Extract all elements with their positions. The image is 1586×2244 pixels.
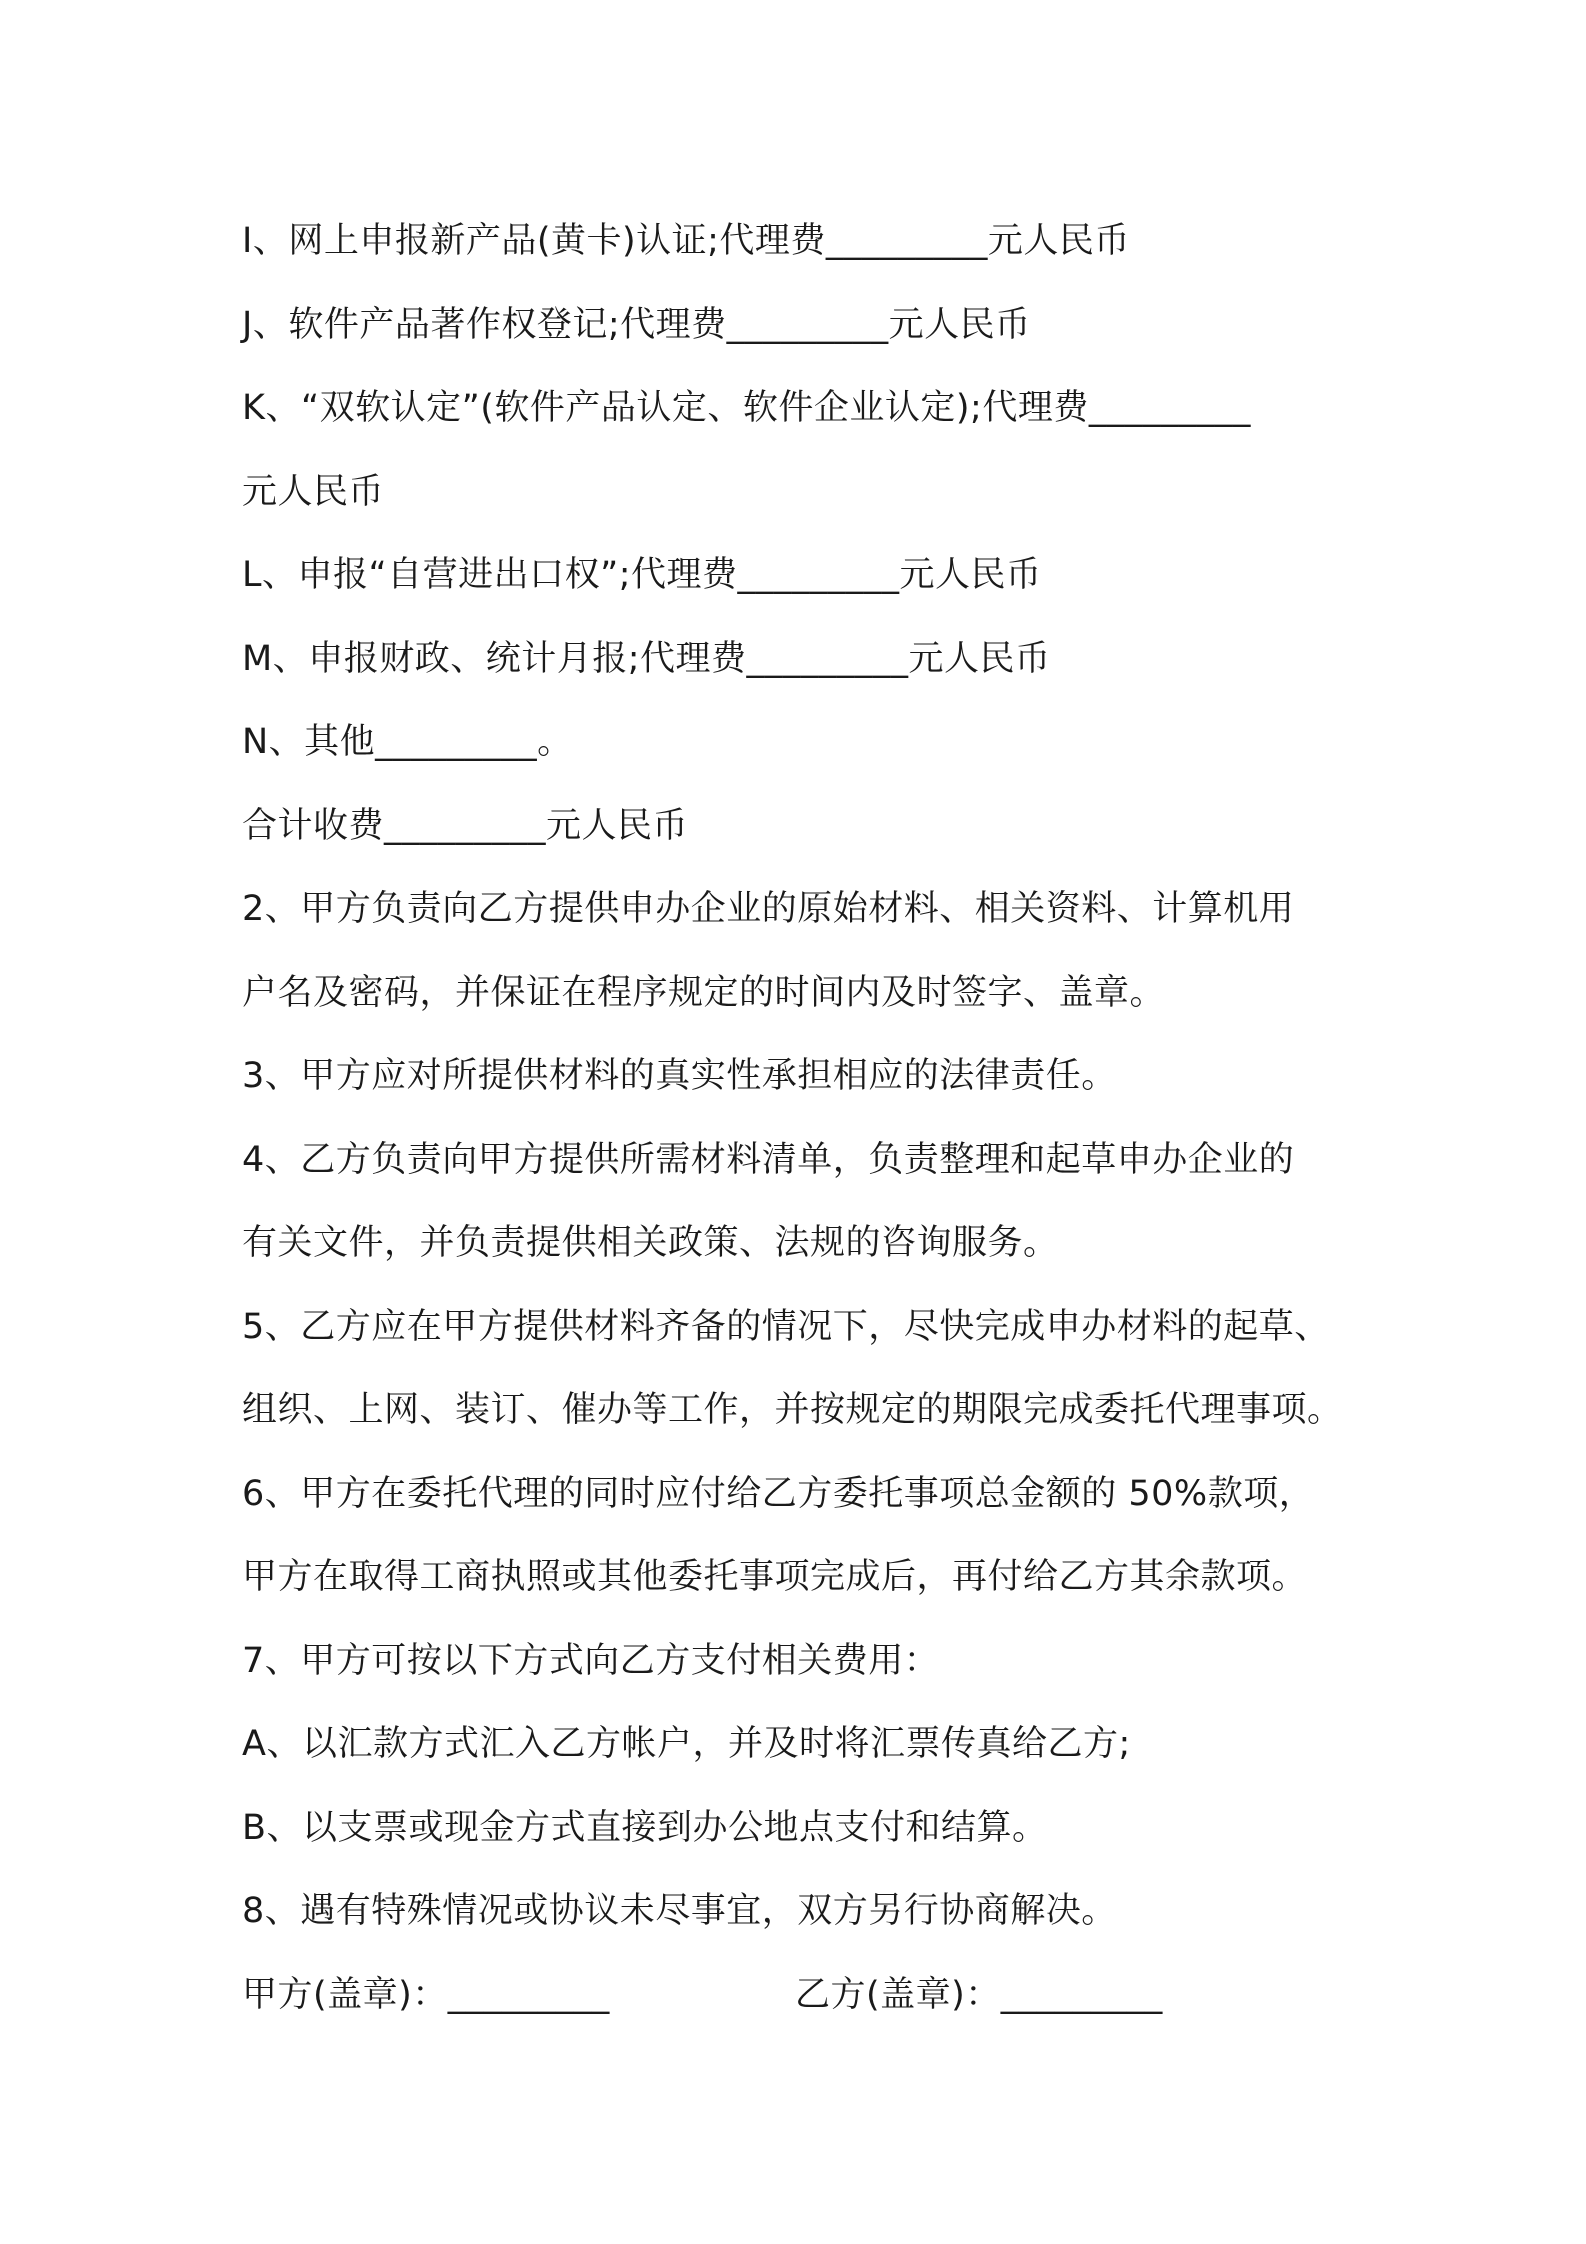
item-n-other: N、其他_________。 <box>242 722 573 762</box>
clause-4-line-2: 有关文件，并负责提供相关政策、法规的咨询服务。 <box>242 1223 1059 1263</box>
clause-7: 7、甲方可按以下方式向乙方支付相关费用： <box>242 1640 940 1681</box>
signature-row <box>242 1954 1392 2038</box>
clause-7-option-b: B、以支票或现金方式直接到办公地点支付和结算。 <box>242 1807 1048 1848</box>
item-k-continuation: 元人民币 <box>242 471 385 512</box>
clause-5-line-1: 5、乙方应在甲方提供材料齐备的情况下，尽快完成申办材料的起草、 <box>242 1306 1330 1347</box>
item-l-import-export: L、申报“自营进出口权”;代理费_________元人民币 <box>242 555 1042 595</box>
clause-8: 8、遇有特殊情况或协议未尽事宜，双方另行协商解决。 <box>242 1891 1117 1931</box>
clause-3: 3、甲方应对所提供材料的真实性承担相应的法律责任。 <box>242 1056 1117 1096</box>
document-body <box>242 200 1392 2037</box>
clause-6-line-1: 6、甲方在委托代理的同时应付给乙方委托事项总金额的 50%款项， <box>242 1473 1315 1514</box>
item-m-monthly-report: M、申报财政、统计月报;代理费_________元人民币 <box>242 638 1051 679</box>
item-k-dual-software: K、“双软认定”(软件产品认定、软件企业认定);代理费_________ <box>242 388 1251 428</box>
clause-5-line-2: 组织、上网、装订、催办等工作，并按规定的期限完成委托代理事项。 <box>242 1390 1343 1430</box>
item-j-copyright: J、软件产品著作权登记;代理费_________元人民币 <box>242 304 1031 345</box>
clause-7-option-a: A、以汇款方式汇入乙方帐户，并及时将汇票传真给乙方; <box>242 1724 1131 1764</box>
party-b-signature: 乙方(盖章)：_________ <box>795 1974 1163 2015</box>
item-i-yellow-card: I、网上申报新产品(黄卡)认证;代理费_________元人民币 <box>242 221 1130 261</box>
clause-2-line-1: 2、甲方负责向乙方提供申办企业的原始材料、相关资料、计算机用 <box>242 889 1295 929</box>
clause-2-line-2: 户名及密码，并保证在程序规定的时间内及时签字、盖章。 <box>242 972 1166 1013</box>
clause-4-line-1: 4、乙方负责向甲方提供所需材料清单，负责整理和起草申办企业的 <box>242 1139 1295 1180</box>
clause-6-line-2: 甲方在取得工商执照或其他委托事项完成后，再付给乙方其余款项。 <box>242 1557 1308 1597</box>
total-fee: 合计收费_________元人民币 <box>242 805 689 846</box>
party-a-signature: 甲方(盖章)：_________ <box>242 1974 610 2015</box>
